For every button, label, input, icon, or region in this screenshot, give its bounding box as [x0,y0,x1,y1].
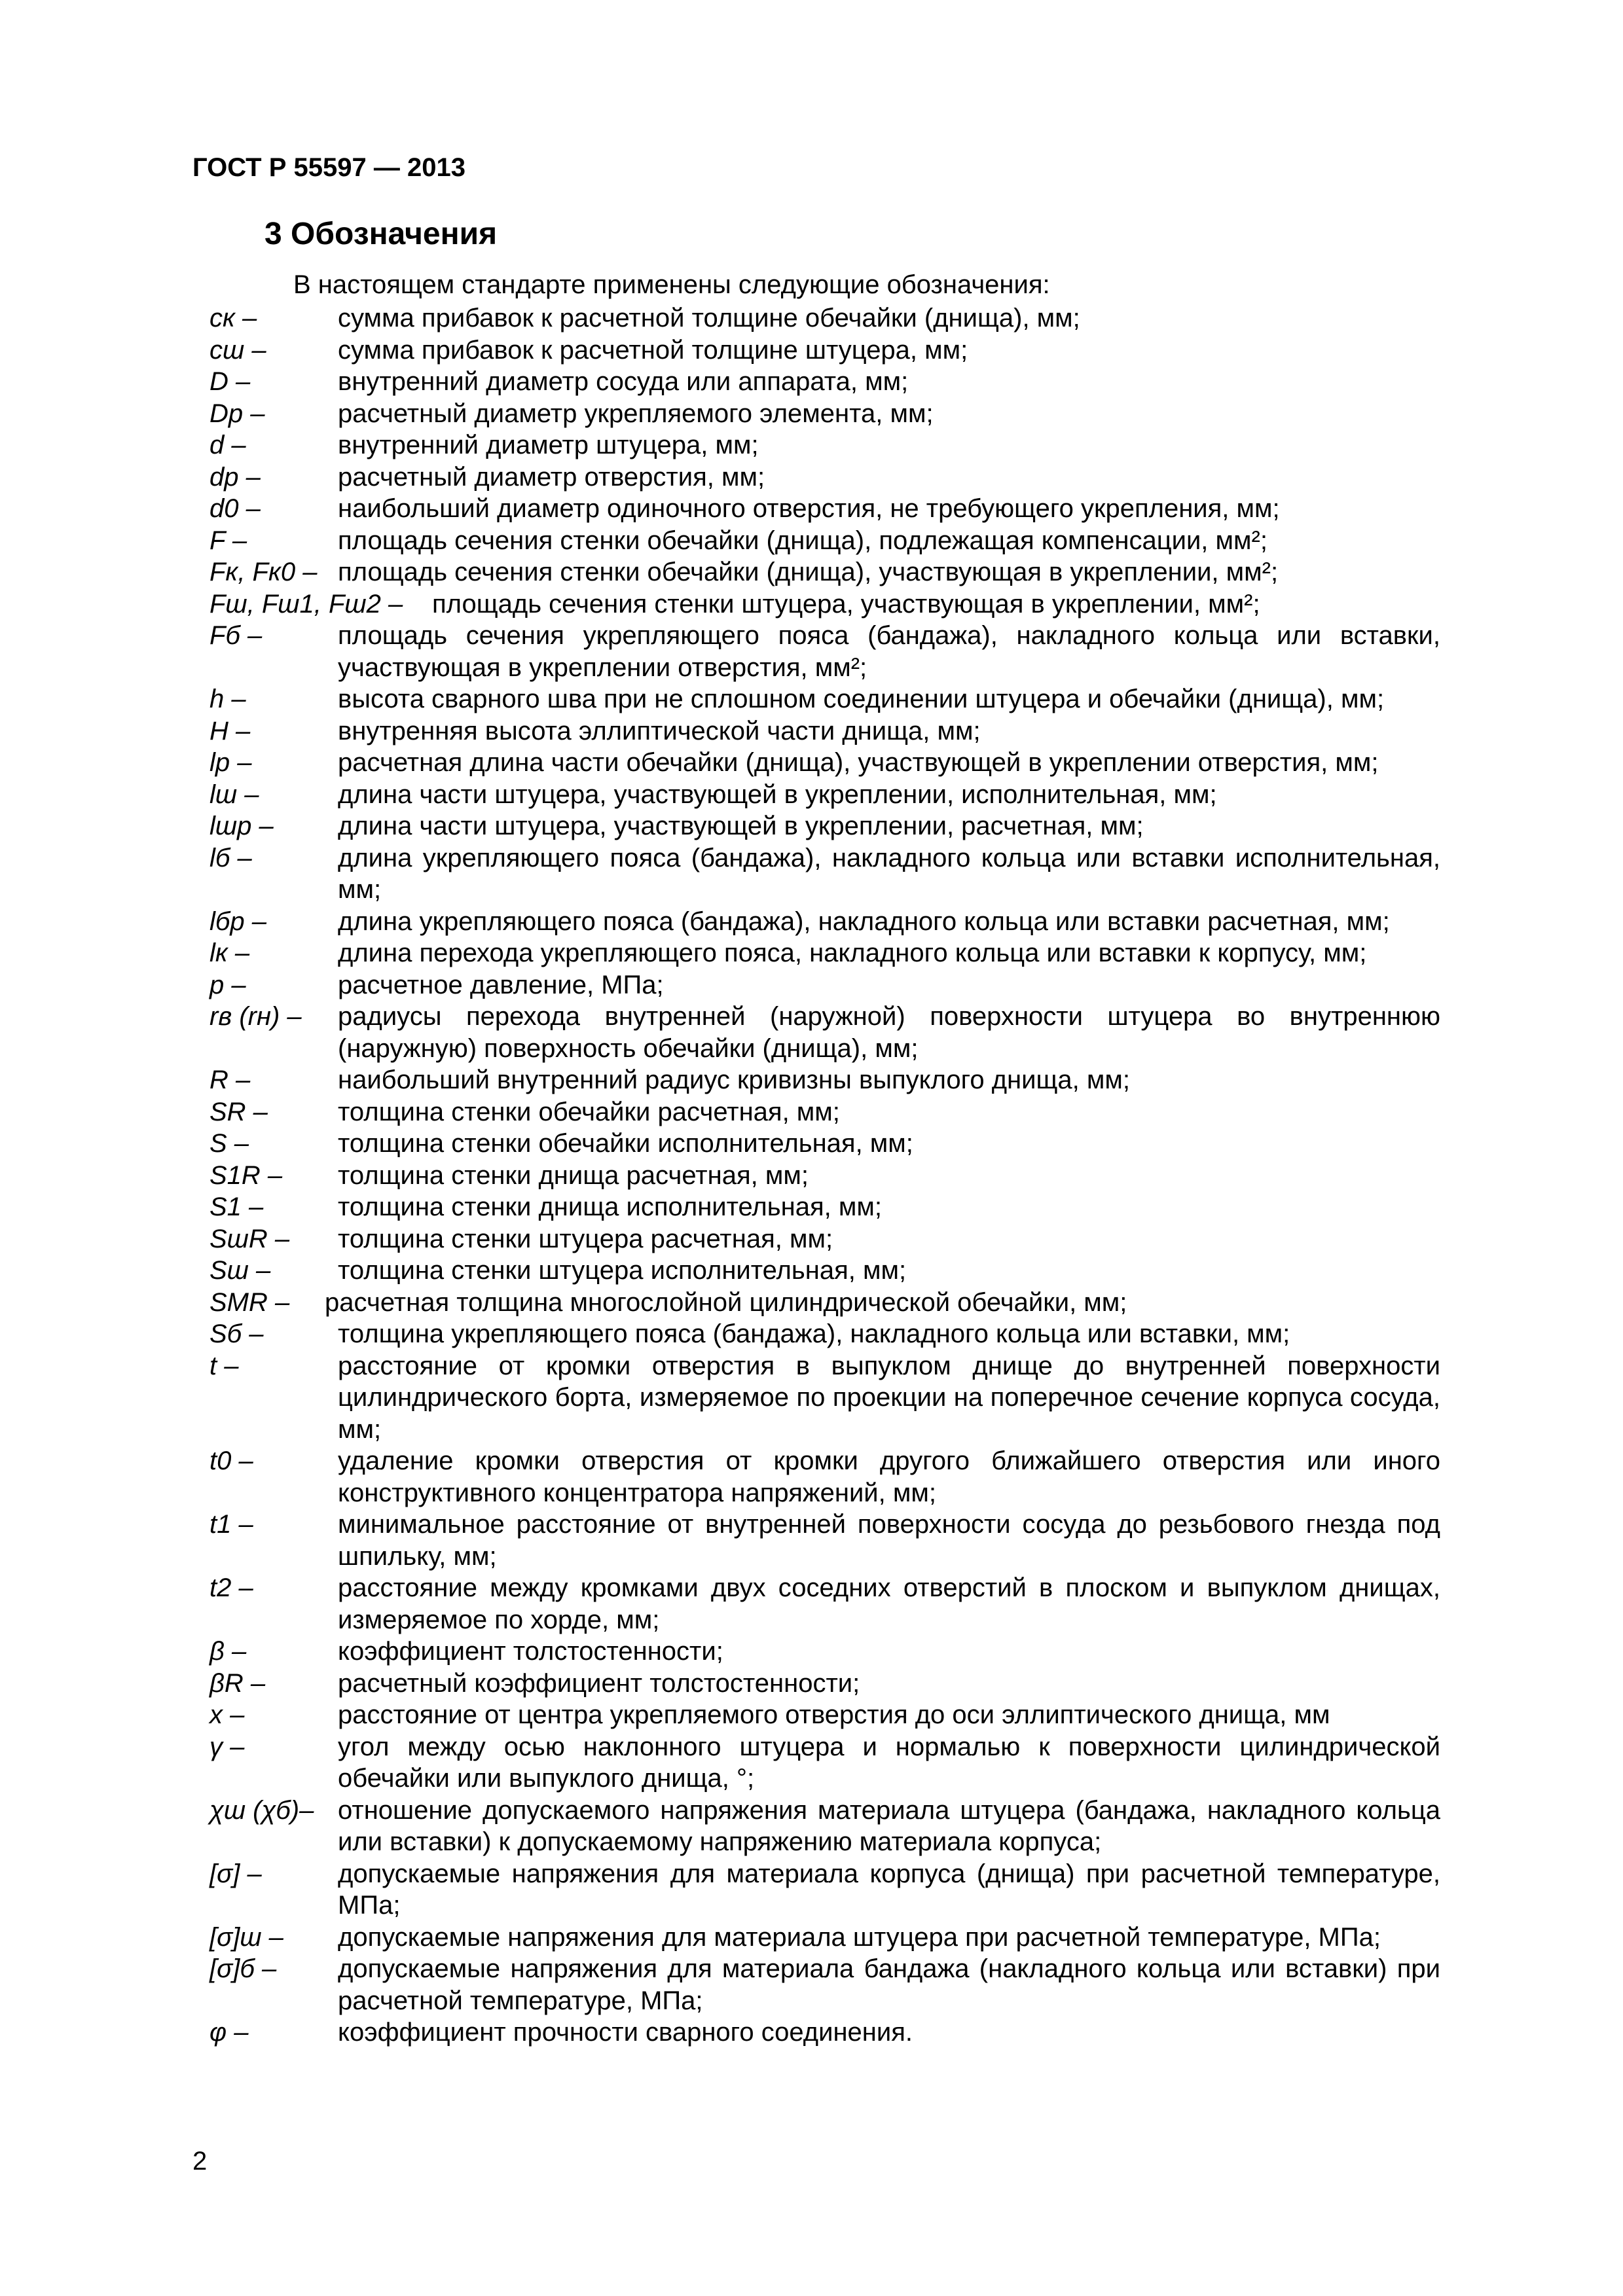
definition: расчетное давление, МПа; [338,970,664,999]
symbol: d0 – [210,494,261,523]
list-item [210,1223,1440,1255]
definition: расстояние от центра укрепляемого отверстия до оси эллиптического днища, мм [338,1700,1330,1729]
symbol: γ – [210,1732,245,1761]
symbol: lшр – [210,812,274,840]
symbol: S1 – [210,1193,264,1221]
symbol: lбр – [210,906,266,936]
definition: площадь сечения стенки обечайки (днища), подлежащая компенсации, мм²; [338,526,1267,555]
list-item [210,1922,1440,1954]
list-item [210,1636,1440,1668]
symbol-list [210,302,1440,2049]
list-item [210,334,1440,367]
list-item [210,493,1440,525]
definition: длина части штуцера, участвующей в укреплении, расчетная, мм; [338,812,1144,840]
symbol: S – [210,1129,249,1158]
list-item [210,429,1440,461]
symbol: SR – [210,1097,268,1126]
definition: площадь сечения стенки штуцера, участвующая в укреплении, мм²; [432,589,1260,619]
list-item [210,1699,1440,1731]
definition: толщина стенки штуцера исполнительная, мм; [338,1256,907,1285]
definition: угол между осью наклонного штуцера и нормалью к поверхности цилиндрической обечайки или выпуклого днища, °; [338,1732,1440,1793]
page-number: 2 [192,2147,208,2176]
symbol: H – [210,716,251,745]
definition: радиусы перехода внутренней (наружной) поверхности штуцера во внутреннюю (наружную) поверхность обечайки (днища), мм; [338,1002,1440,1063]
symbol: t0 – [210,1446,253,1475]
symbol: cк – [210,304,257,332]
list-item [210,1858,1440,1922]
list-item [210,1509,1440,1572]
definition: площадь сечения стенки обечайки (днища), участвующая в укреплении, мм²; [338,558,1279,586]
symbol: χш (χб)– [210,1795,314,1825]
definition: наибольший диаметр одиночного отверстия, не требующего укрепления, мм; [338,494,1280,523]
symbol: F – [210,526,247,555]
symbol: dр – [210,462,261,492]
symbol: Dр – [210,399,265,428]
symbol: S1R – [210,1160,283,1190]
list-item [210,842,1440,906]
symbol: SMR – [210,1287,290,1317]
definition: сумма прибавок к расчетной толщине обечайки (днища), мм; [338,304,1080,332]
definition: внутренняя высота эллиптической части днища, мм; [338,716,981,745]
list-item [210,461,1440,493]
list-item [210,747,1440,779]
definition: высота сварного шва при не сплошном соединении штуцера и обечайки (днища), мм; [338,685,1385,713]
document-header: ГОСТ Р 55597 — 2013 [192,153,465,182]
definition: коэффициент толстостенности; [338,1637,723,1666]
symbol: d – [210,431,246,459]
definition: удаление кромки отверстия от кромки другого ближайшего отверстия или иного конструктивного концентратора напряжений, мм; [338,1446,1440,1507]
symbol: cш – [210,335,266,365]
definition: длина укрепляющего пояса (бандажа), накладного кольца или вставки расчетная, мм; [338,906,1390,936]
list-item [210,1287,1440,1319]
symbol: p – [210,970,246,999]
list-item [210,588,1440,620]
symbol: R – [210,1066,251,1094]
list-item [210,1668,1440,1700]
list-item [210,1064,1440,1096]
symbol: βR – [210,1668,266,1698]
definition: минимальное расстояние от внутренней поверхности сосуда до резьбового гнезда под шпильку, мм; [338,1510,1440,1571]
symbol: lш – [210,780,259,809]
definition: расчетный диаметр укрепляемого элемента, мм; [338,399,934,428]
symbol: Fк, Fк0 – [210,558,318,586]
list-item [210,1795,1440,1858]
list-item [210,937,1440,969]
symbol: β – [210,1637,247,1666]
list-item [210,683,1440,715]
list-item [210,398,1440,430]
symbol: Sш – [210,1256,271,1285]
symbol: Sб – [210,1319,264,1348]
symbol: rв (rн) – [210,1002,302,1031]
list-item [210,1445,1440,1509]
symbol: t1 – [210,1510,253,1539]
symbol: x – [210,1700,245,1729]
symbol: Fб – [210,621,263,650]
list-item [210,620,1440,683]
list-item [210,1350,1440,1446]
list-item [210,302,1440,334]
definition: толщина стенки днища расчетная, мм; [338,1160,809,1190]
symbol: [σ] – [210,1859,262,1888]
list-item [210,1255,1440,1287]
symbol: h – [210,685,246,713]
definition: толщина стенки днища исполнительная, мм; [338,1193,882,1221]
definition: наибольший внутренний радиус кривизны выпуклого днища, мм; [338,1066,1130,1094]
symbol: [σ]ш – [210,1922,283,1952]
list-item [210,525,1440,557]
symbol: lб – [210,843,252,872]
definition: длина части штуцера, участвующей в укреплении, исполнительная, мм; [338,780,1217,809]
list-item [210,1096,1440,1128]
list-item [210,1318,1440,1350]
definition: расстояние от кромки отверстия в выпуклом днище до внутренней поверхности цилиндрического борта, измеряемое по проекции на поперечное сечение корпуса сосуда, мм; [338,1351,1440,1444]
symbol: Fш, Fш1, Fш2 – [210,589,403,619]
list-item [210,1731,1440,1795]
definition: допускаемые напряжения для материала бандажа (накладного кольца или вставки) при расчетной температуре, МПа; [338,1954,1440,2015]
list-item [210,969,1440,1001]
definition: расстояние между кромками двух соседних отверстий в плоском и выпуклом днищах, измеряемое по хорде, мм; [338,1573,1440,1634]
list-item [210,1001,1440,1064]
definition: расчетная длина части обечайки (днища), участвующей в укреплении отверстия, мм; [338,748,1379,777]
definition: коэффициент прочности сварного соединения. [338,2018,913,2047]
definition: расчетный коэффициент толстостенности; [338,1668,860,1698]
definition: сумма прибавок к расчетной толщине штуцера, мм; [338,335,968,365]
symbol: [σ]б – [210,1954,277,1983]
list-item [210,2017,1440,2049]
symbol: t2 – [210,1573,253,1602]
definition: отношение допускаемого напряжения материала штуцера (бандажа, накладного кольца или вставки) к допускаемому напряжению материала корпуса; [338,1795,1440,1856]
definition: расчетная толщина многослойной цилиндрической обечайки, мм; [325,1287,1127,1317]
definition: длина укрепляющего пояса (бандажа), накладного кольца или вставки исполнительная, мм; [338,843,1440,904]
list-item [210,810,1440,842]
symbol: t – [210,1351,239,1380]
definition: расчетный диаметр отверстия, мм; [338,462,765,492]
list-item [210,1191,1440,1223]
definition: допускаемые напряжения для материала штуцера при расчетной температуре, МПа; [338,1922,1381,1952]
list-item [210,1953,1440,2017]
symbol: lк – [210,939,250,967]
symbol: SшR – [210,1224,290,1253]
definition: допускаемые напряжения для материала корпуса (днища) при расчетной температуре, МПа; [338,1859,1440,1920]
definition: площадь сечения укрепляющего пояса (бандажа), накладного кольца или вставки, участвующая в укреплении отверстия, мм²; [338,621,1440,682]
list-item [210,366,1440,398]
list-item [210,906,1440,938]
list-item [210,715,1440,747]
symbol: D – [210,367,251,396]
definition: внутренний диаметр сосуда или аппарата, мм; [338,367,909,396]
list-item [210,556,1440,588]
definition: толщина стенки штуцера расчетная, мм; [338,1224,833,1253]
definition: внутренний диаметр штуцера, мм; [338,431,759,459]
list-item [210,779,1440,811]
list-item [210,1572,1440,1636]
definition: длина перехода укрепляющего пояса, накладного кольца или вставки к корпусу, мм; [338,939,1367,967]
symbol: φ – [210,2018,249,2047]
definition: толщина стенки обечайки расчетная, мм; [338,1097,840,1126]
intro-text: В настоящем стандарте применены следующие обозначения: [293,270,1050,299]
definition: толщина укрепляющего пояса (бандажа), накладного кольца или вставки, мм; [338,1319,1290,1348]
definition: толщина стенки обечайки исполнительная, мм; [338,1129,913,1158]
list-item [210,1128,1440,1160]
symbol: lр – [210,748,252,777]
section-title: 3 Обозначения [264,217,498,251]
list-item [210,1160,1440,1192]
